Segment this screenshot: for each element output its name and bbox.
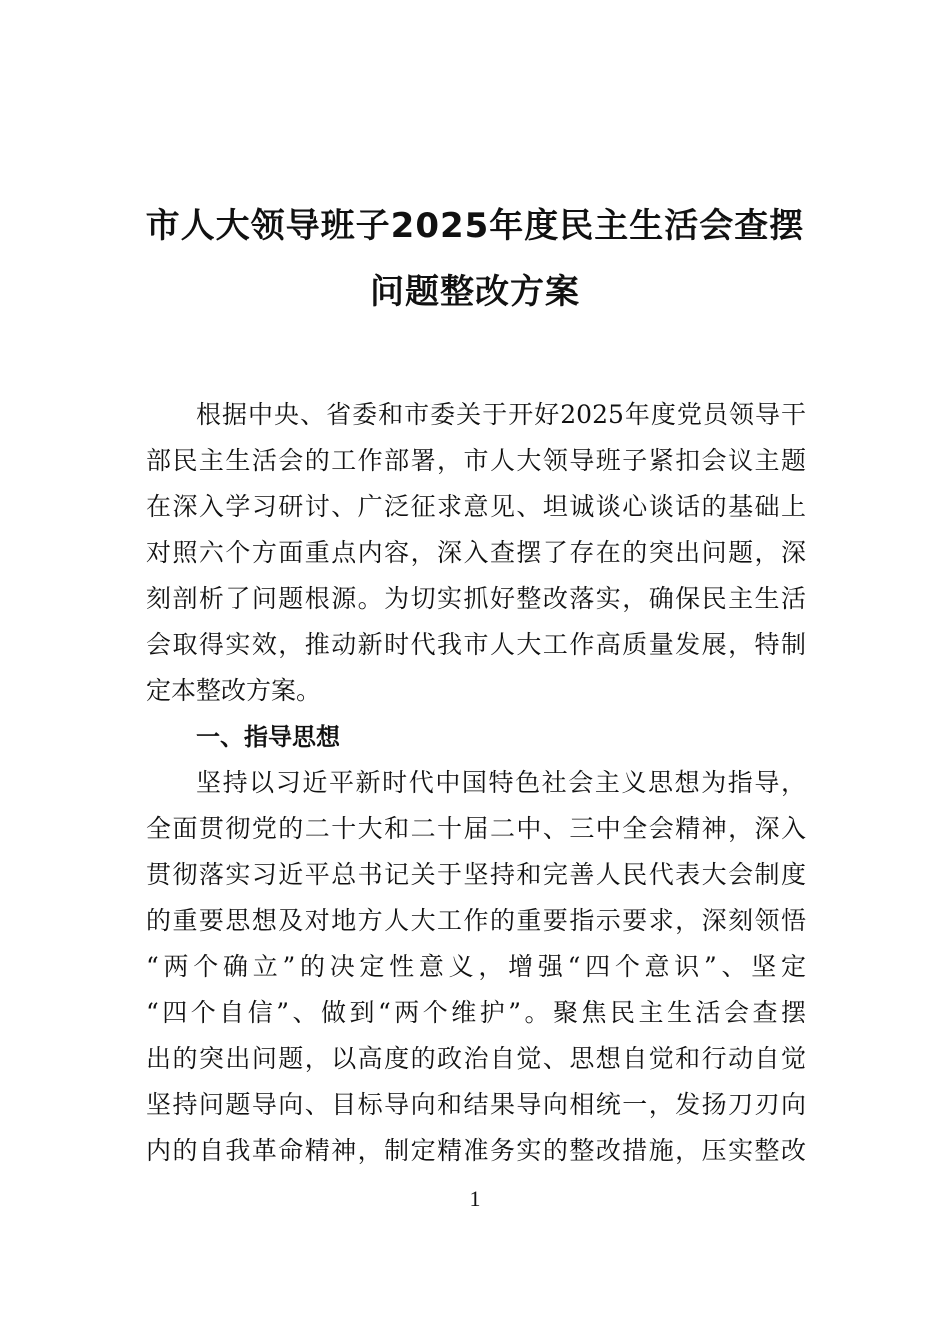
- paragraph-2-line-4: 的重要思想及对地方人大工作的重要指示要求，深刻领悟: [146, 906, 806, 935]
- page-number: 1: [469, 1186, 481, 1211]
- paragraph-2-line-1: 坚持以习近平新时代中国特色社会主义思想为指导，: [196, 768, 806, 797]
- paragraph-1-line-6: 会取得实效，推动新时代我市人大工作高质量发展，特制: [146, 630, 806, 659]
- paragraph-1-line-4: 对照六个方面重点内容，深入查摆了存在的突出问题，深: [146, 538, 806, 567]
- paragraph-2-line-5: “两个确立”的决定性意义，增强“四个意识”、坚定: [146, 952, 806, 981]
- paragraph-1-line-1: 根据中央、省委和市委关于开好2025年度党员领导干: [196, 400, 806, 429]
- paragraph-2-line-3: 贯彻落实习近平总书记关于坚持和完善人民代表大会制度: [146, 860, 806, 889]
- document-title-line-2: 问题整改方案: [370, 272, 580, 312]
- paragraph-2-line-8: 坚持问题导向、目标导向和结果导向相统一，发扬刀刃向: [146, 1090, 806, 1119]
- paragraph-1-line-3: 在深入学习研讨、广泛征求意见、坦诚谈心谈话的基础上: [146, 492, 806, 521]
- paragraph-1-line-7: 定本整改方案。: [146, 676, 322, 705]
- paragraph-1-line-2: 部民主生活会的工作部署，市人大领导班子紧扣会议主题: [146, 446, 806, 475]
- paragraph-1-line-5: 刻剖析了问题根源。为切实抓好整改落实，确保民主生活: [146, 584, 806, 613]
- paragraph-2-line-7: 出的突出问题，以高度的政治自觉、思想自觉和行动自觉: [146, 1044, 806, 1073]
- paragraph-2-line-9: 内的自我革命精神，制定精准务实的整改措施，压实整改: [146, 1136, 806, 1165]
- document-title-line-1: 市人大领导班子2025年度民主生活会查摆: [145, 206, 805, 246]
- paragraph-2-line-2: 全面贯彻党的二十大和二十届二中、三中全会精神，深入: [146, 814, 806, 843]
- section-heading-guiding-ideology: 一、指导思想: [196, 723, 340, 751]
- paragraph-2-line-6: “四个自信”、做到“两个维护”。聚焦民主生活会查摆: [146, 998, 806, 1027]
